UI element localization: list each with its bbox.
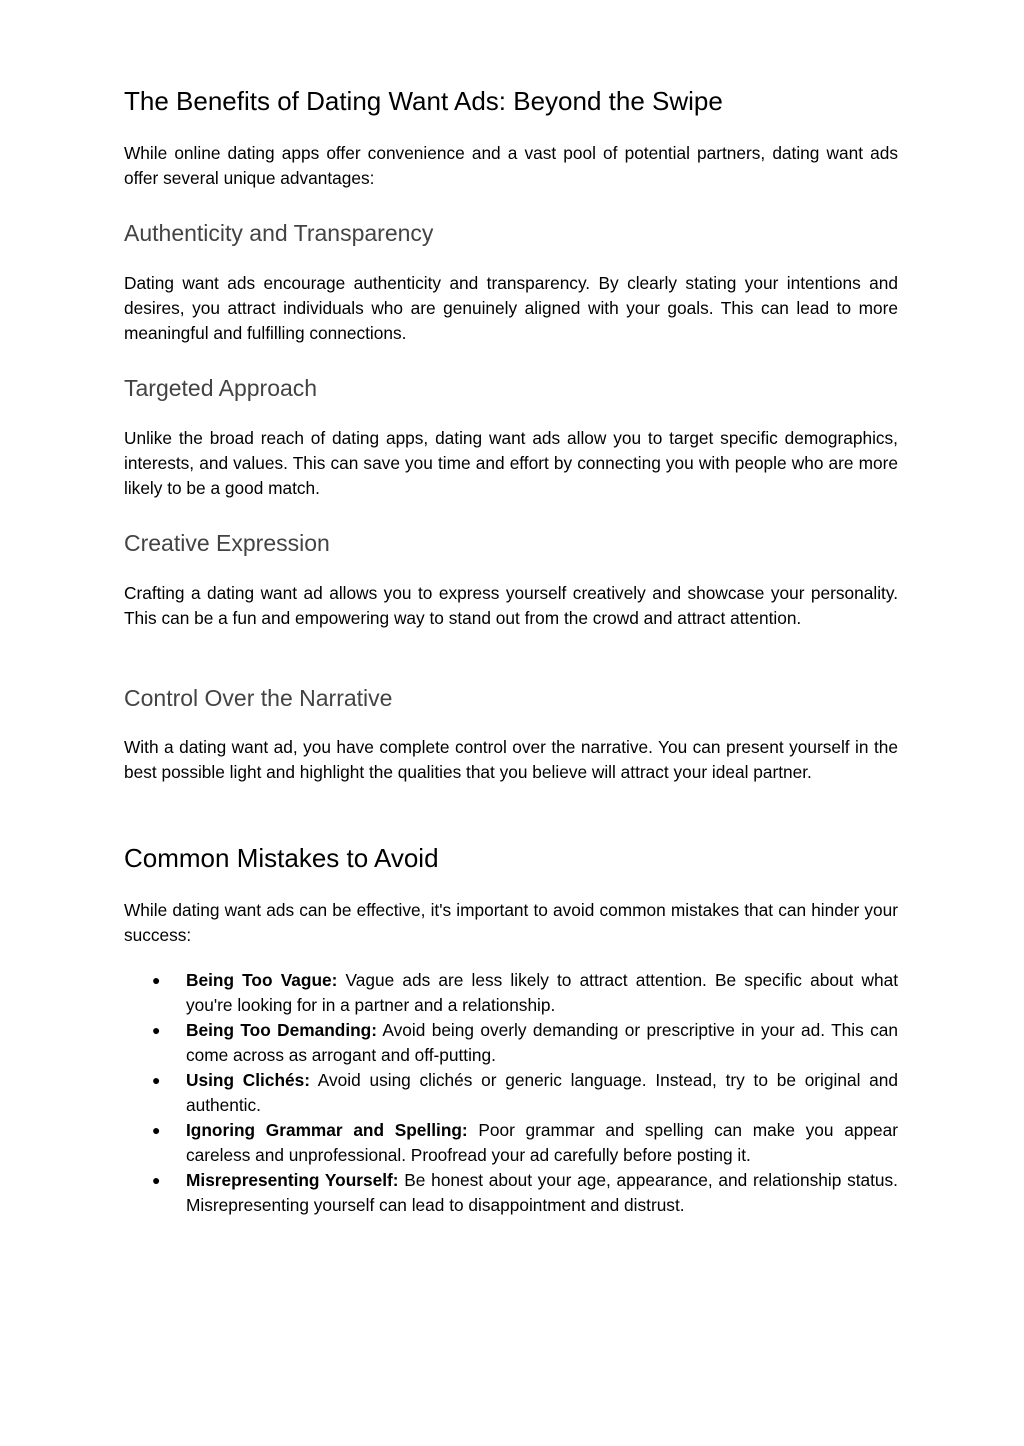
section-body-targeted: Unlike the broad reach of dating apps, dating want ads allow you to target specific demographics, interests, and values. This can save you time and effort by connecting you with people who are more likely to be a good match. [124, 428, 898, 498]
list-item-term: Ignoring Grammar and Spelling: [186, 1120, 468, 1140]
section-heading-authenticity: Authenticity and Transparency [124, 220, 434, 246]
list-item-text: Poor grammar and spelling can make you appear careless and unprofessional. Proofread your ad carefully before posting it. [186, 1120, 898, 1165]
mistakes-intro: While dating want ads can be effective, it's important to avoid common mistakes that can hinder your success: [124, 900, 898, 945]
list-item-text: Avoid using clichés or generic language. Instead, try to be original and authentic. [186, 1070, 898, 1115]
list-item [124, 1068, 898, 1118]
section-body-creative: Crafting a dating want ad allows you to express yourself creatively and showcase your personality. This can be a fun and empowering way to stand out from the crowd and attract attention. [124, 583, 898, 628]
list-item [124, 1118, 898, 1168]
section-heading-control: Control Over the Narrative [124, 685, 393, 711]
list-item-term: Being Too Vague: [186, 970, 338, 990]
list-item [124, 968, 898, 1018]
bullet-icon: ● [152, 1122, 161, 1138]
section-body-control: With a dating want ad, you have complete control over the narrative. You can present yourself in the best possible light and highlight the qualities that you believe will attract your ideal partner. [124, 737, 898, 782]
mistakes-list [124, 968, 898, 1218]
section-heading-creative: Creative Expression [124, 530, 330, 556]
bullet-icon: ● [152, 972, 161, 988]
bullet-icon: ● [152, 1172, 161, 1188]
section-heading-targeted: Targeted Approach [124, 375, 318, 401]
bullet-icon: ● [152, 1022, 161, 1038]
list-item [124, 1018, 898, 1068]
document-title: The Benefits of Dating Want Ads: Beyond the Swipe [124, 86, 723, 116]
section-body-authenticity: Dating want ads encourage authenticity and transparency. By clearly stating your intentions and desires, you attract individuals who are genuinely aligned with your goals. This can lead to more meaningful and fulfilling connections. [124, 273, 898, 343]
list-item-text: Be honest about your age, appearance, and relationship status. Misrepresenting yourself can lead to disappointment and distrust. [186, 1170, 898, 1215]
list-item-term: Being Too Demanding: [186, 1020, 377, 1040]
list-item-term: Using Clichés: [186, 1070, 310, 1090]
list-item [124, 1168, 898, 1218]
list-item-text: Avoid being overly demanding or prescriptive in your ad. This can come across as arrogant and off-putting. [186, 1020, 898, 1065]
intro-paragraph: While online dating apps offer convenience and a vast pool of potential partners, dating want ads offer several unique advantages: [124, 143, 898, 188]
bullet-icon: ● [152, 1072, 161, 1088]
mistakes-heading: Common Mistakes to Avoid [124, 843, 439, 873]
list-item-term: Misrepresenting Yourself: [186, 1170, 399, 1190]
list-item-text: Vague ads are less likely to attract attention. Be specific about what you're looking for in a partner and a relationship. [186, 970, 899, 1015]
